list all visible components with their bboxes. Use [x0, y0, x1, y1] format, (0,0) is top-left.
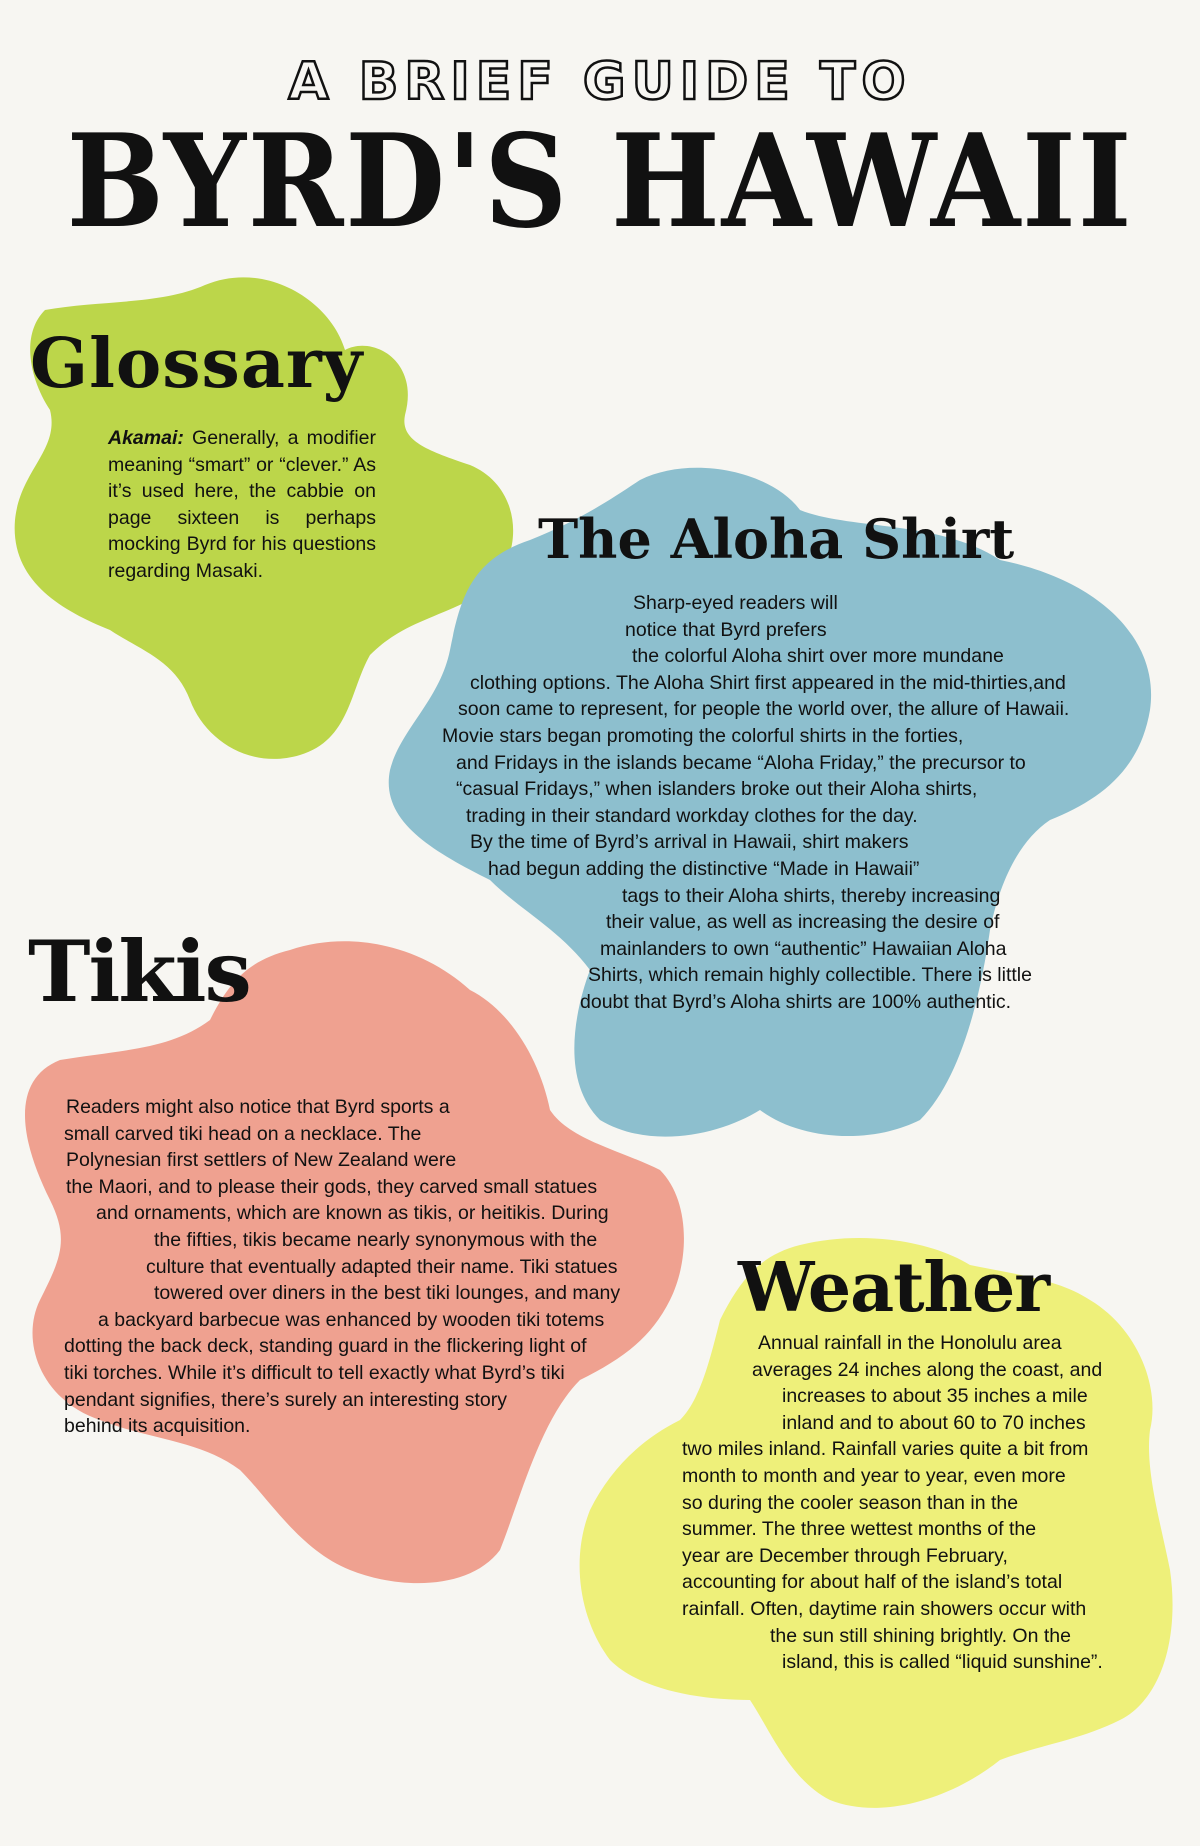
weather-line: accounting for about half of the island’s total: [682, 1571, 1063, 1594]
aloha-line: clothing options. The Aloha Shirt first appeared in the mid-thirties,and: [470, 671, 1066, 694]
tikis-line: the fifties, tikis became nearly synonymous with the: [154, 1228, 598, 1251]
tikis-line: Polynesian first settlers of New Zealand were: [66, 1149, 457, 1172]
weather-line: summer. The three wettest months of the: [682, 1518, 1037, 1541]
aloha-line: “casual Fridays,” when islanders broke out their Aloha shirts,: [456, 778, 978, 801]
weather-line: two miles inland. Rainfall varies quite a bit from: [682, 1438, 1089, 1461]
aloha-line: Sharp-eyed readers will: [633, 592, 838, 614]
aloha-line: tags to their Aloha shirts, thereby increasing: [622, 884, 1001, 907]
aloha-line: Movie stars began promoting the colorful shirts in the forties,: [442, 724, 964, 747]
weather-line: Annual rainfall in the Honolulu area: [758, 1332, 1062, 1354]
tikis-line: tiki torches. While it’s difficult to tell exactly what Byrd’s tiki: [64, 1361, 565, 1384]
weather-line: increases to about 35 inches a mile: [782, 1385, 1088, 1408]
glossary-heading: Glossary: [30, 324, 364, 404]
tikis-line: pendant signifies, there’s surely an interesting story: [64, 1388, 507, 1411]
tikis-line: and ornaments, which are known as tikis, or heitikis. During: [96, 1202, 609, 1225]
glossary-definition: Generally, a modifier meaning “smart” or “clever.” As it’s used here, the cabbie on page sixteen is perhaps mocking Byrd for his questions regarding Masaki.: [108, 427, 376, 582]
tikis-line: small carved tiki head on a necklace. The: [64, 1122, 422, 1145]
weather-line: rainfall. Often, daytime rain showers occur with: [682, 1597, 1087, 1620]
aloha-line: By the time of Byrd’s arrival in Hawaii, shirt makers: [470, 831, 909, 854]
tikis-line: towered over diners in the best tiki lounges, and many: [154, 1282, 621, 1305]
aloha-line: their value, as well as increasing the desire of: [606, 911, 1000, 934]
tikis-line: Readers might also notice that Byrd sports a: [66, 1096, 450, 1118]
tikis-line: dotting the back deck, standing guard in the flickering light of: [64, 1335, 587, 1358]
tikis-heading: Tikis: [28, 922, 250, 1021]
weather-line: year are December through February,: [682, 1544, 1008, 1567]
aloha-line: trading in their standard workday clothes for the day.: [466, 804, 918, 827]
weather-line: island, this is called “liquid sunshine”.: [782, 1651, 1103, 1674]
weather-line: so during the cooler season than in the: [682, 1491, 1019, 1514]
aloha-line: doubt that Byrd’s Aloha shirts are 100% authentic.: [580, 990, 1012, 1013]
aloha-paragraph: [440, 590, 1180, 1016]
aloha-line: had begun adding the distinctive “Made in Hawaii”: [488, 857, 920, 880]
weather-line: month to month and year to year, even more: [682, 1464, 1066, 1487]
weather-line: the sun still shining brightly. On the: [770, 1624, 1071, 1647]
tikis-line: behind its acquisition.: [64, 1415, 251, 1438]
aloha-line: soon came to represent, for people the world over, the allure of Hawaii.: [458, 698, 1070, 721]
weather-line: inland and to about 60 to 70 inches: [782, 1411, 1086, 1434]
aloha-line: notice that Byrd prefers: [625, 618, 827, 641]
tikis-line: the Maori, and to please their gods, they carved small statues: [66, 1175, 598, 1198]
aloha-line: mainlanders to own “authentic” Hawaiian Aloha: [600, 937, 1007, 960]
aloha-line: the colorful Aloha shirt over more mundane: [632, 645, 1004, 668]
weather-line: averages 24 inches along the coast, and: [752, 1358, 1103, 1381]
aloha-line: and Fridays in the islands became “Aloha Friday,” the precursor to: [456, 751, 1026, 774]
page-kicker: A BRIEF GUIDE TO: [288, 52, 912, 112]
aloha-line: Shirts, which remain highly collectible. There is little: [588, 964, 1032, 987]
tikis-line: culture that eventually adapted their name. Tiki statues: [146, 1255, 618, 1278]
tikis-paragraph: [64, 1094, 704, 1440]
page-title: BYRD'S HAWAII: [66, 107, 1134, 257]
glossary-term: Akamai:: [108, 427, 184, 449]
aloha-heading: The Aloha Shirt: [538, 507, 1015, 571]
glossary-entry: [108, 425, 376, 585]
weather-paragraph: [680, 1330, 1180, 1676]
tikis-line: a backyard barbecue was enhanced by wooden tiki totems: [98, 1308, 605, 1331]
weather-heading: Weather: [738, 1248, 1050, 1328]
